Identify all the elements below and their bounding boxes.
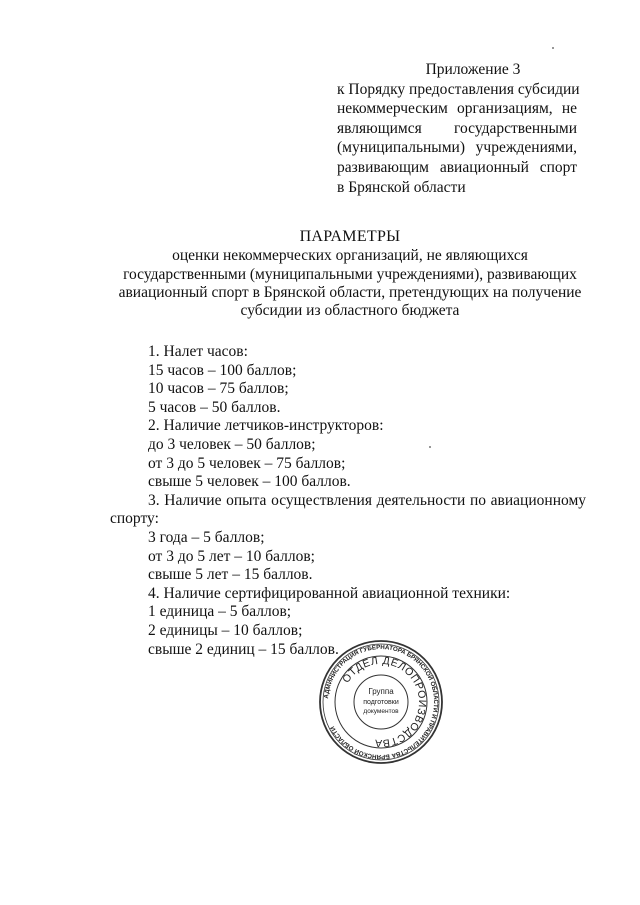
criterion-row: до 3 человек – 50 баллов; (148, 435, 316, 453)
criterion-row: свыше 2 единиц – 15 баллов. (148, 640, 339, 658)
criterion-title: 2. Наличие летчиков-инструкторов: (148, 417, 384, 435)
criterion-row: 3 года – 5 баллов; (148, 528, 265, 546)
criterion-row: 1 единица – 5 баллов; (148, 603, 292, 621)
annex-line: (муниципальными) учреждениями, (337, 139, 577, 157)
annex-line: некоммерческим организациям, не (337, 100, 577, 118)
heading-line: оценки некоммерческих организаций, не являющихся (172, 247, 528, 265)
stamp-center-line: подготовки (363, 699, 399, 706)
criterion-title: 4. Наличие сертифицированной авиационной техники: (148, 584, 511, 602)
criteria-list (110, 343, 586, 659)
criterion-row: 15 часов – 100 баллов; (148, 361, 297, 379)
annex-line: в Брянской области (337, 178, 466, 196)
criterion-title: 1. Налет часов: (148, 343, 248, 360)
heading-line: государственными (муниципальными учреждениями), развивающих (123, 265, 577, 283)
department-stamp (318, 639, 444, 765)
annex-line: к Порядку предоставления субсидии (337, 80, 580, 98)
annex-title: Приложение 3 (425, 61, 521, 78)
criterion-title: 3. Наличие опыта осуществления деятельности по авиационному (148, 491, 586, 509)
criterion-title-continuation: спорту: (110, 510, 159, 528)
criterion-row: 10 часов – 75 баллов; (148, 380, 289, 398)
heading-line: авиационный спорт в Брянской области, претендующих на получение (118, 283, 582, 301)
annex-line: развивающим авиационный спорт (337, 158, 577, 176)
annex-line: являющимся государственными (337, 119, 577, 137)
stamp-inner-text: ОТДЕЛ ДЕЛОПРОИЗВОДСТВА (340, 654, 429, 750)
stamp-center-line: Группа (368, 687, 394, 696)
annex-header (337, 60, 580, 197)
scan-speck (552, 47, 554, 49)
criterion-row: свыше 5 человек – 100 баллов. (148, 473, 351, 491)
heading-line: субсидии из областного бюджета (240, 302, 460, 320)
criterion-row: свыше 5 лет – 15 баллов. (148, 566, 313, 584)
criterion-row: 5 часов – 50 баллов. (148, 398, 281, 416)
scan-speck (429, 446, 431, 448)
document-heading (60, 228, 640, 320)
criterion-row: от 3 до 5 человек – 75 баллов; (148, 454, 346, 472)
criterion-row: 2 единицы – 10 баллов; (148, 621, 303, 639)
criterion-row: от 3 до 5 лет – 10 баллов; (148, 547, 315, 565)
stamp-outer-text: АДМИНИСТРАЦИЯ ГУБЕРНАТОРА БРЯНСКОЙ ОБЛАСТИ И ПРАВИТЕЛЬСТВА БРЯНСКОЙ ОБЛАСТИ (323, 643, 440, 761)
stamp-center-line: документов (363, 708, 399, 715)
heading-title: ПАРАМЕТРЫ (299, 228, 401, 245)
